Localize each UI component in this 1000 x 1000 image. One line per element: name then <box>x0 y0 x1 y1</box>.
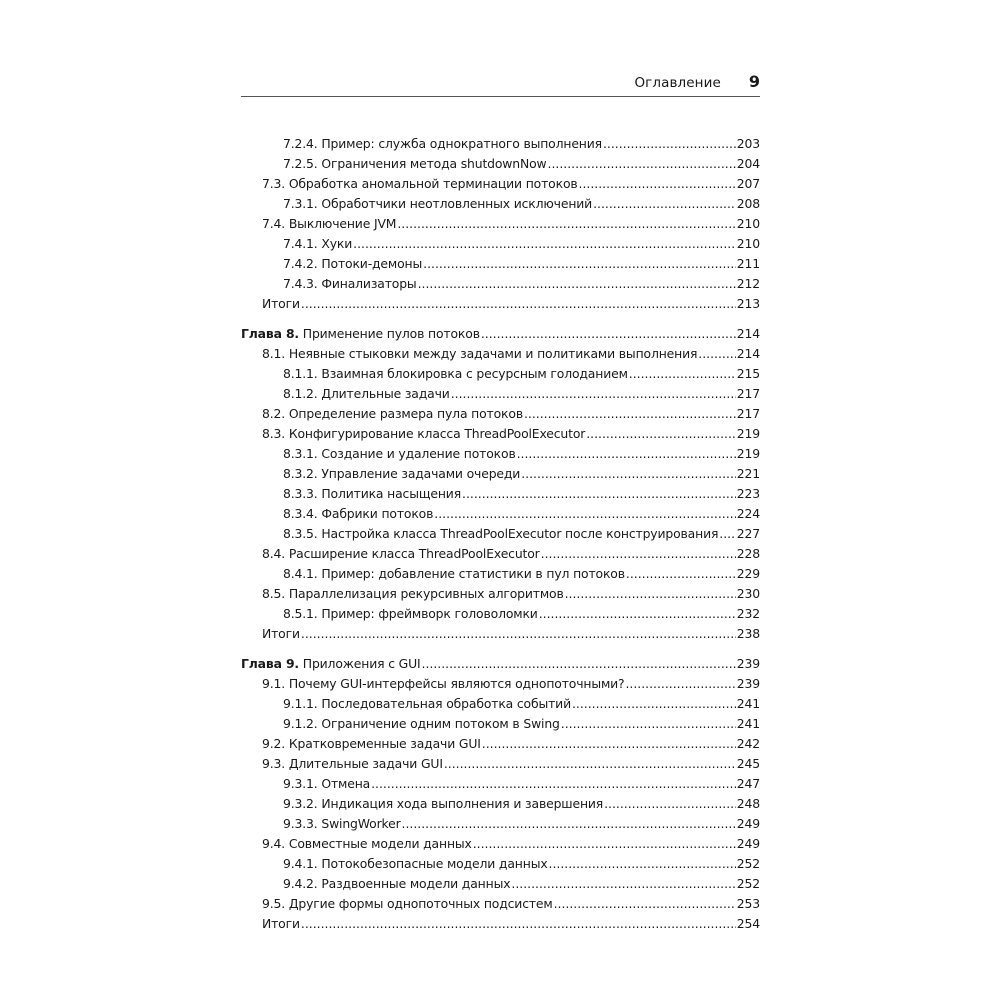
toc-entry-title <box>262 836 472 852</box>
toc-chapter-entry[interactable] <box>241 321 760 342</box>
toc-dot-leader <box>301 916 736 932</box>
toc-page-number: 217 <box>736 386 760 401</box>
toc-page-number: 207 <box>736 176 760 191</box>
toc-entry-text: 9.4.2. Раздвоенные модели данных <box>283 876 511 891</box>
toc-entry-title <box>262 756 443 772</box>
toc-entry-title <box>283 486 461 502</box>
toc-entry[interactable] <box>241 482 760 502</box>
toc-entry-text: 8.3.2. Управление задачами очереди <box>283 466 521 481</box>
toc-entry-title <box>283 526 718 542</box>
toc-dot-leader <box>524 406 736 422</box>
toc-entry[interactable] <box>241 132 760 152</box>
toc-entry-text: 9.1. Почему GUI-интерфейсы являются однопоточными? <box>262 676 625 691</box>
toc-entry-text: 9.3.3. SwingWorker <box>283 816 401 831</box>
toc-page-number: 221 <box>736 466 760 481</box>
toc-entry-text: 7.4. Выключение JVM <box>262 216 397 231</box>
toc-page-number: 227 <box>736 526 760 541</box>
toc-dot-leader <box>541 546 736 562</box>
toc-dot-leader <box>565 586 736 602</box>
toc-page-number: 224 <box>736 506 760 521</box>
toc-page-number: 213 <box>736 296 760 311</box>
toc-dot-leader <box>604 796 736 812</box>
toc-entry-text: 8.3.4. Фабрики потоков <box>283 506 434 521</box>
toc-dot-leader <box>554 896 736 912</box>
toc-entry-title <box>283 796 603 812</box>
toc-entry-title <box>283 386 450 402</box>
toc-entry-text: Применение пулов потоков <box>298 326 480 341</box>
toc-entry-title <box>262 296 300 312</box>
toc-page-number: 248 <box>736 796 760 811</box>
toc-entry[interactable] <box>241 622 760 642</box>
toc-entry-text: 8.1.1. Взаимная блокировка с ресурсным голоданием <box>283 366 628 381</box>
toc-gap <box>241 642 760 651</box>
toc-dot-leader <box>698 346 736 362</box>
toc-entry-text: 9.1.1. Последовательная обработка событий <box>283 696 571 711</box>
toc-entry[interactable] <box>241 832 760 852</box>
toc-entry[interactable] <box>241 892 760 912</box>
toc-entry-text: 8.3. Конфигурирование класса ThreadPoolExecutor <box>262 426 586 441</box>
toc-entry[interactable] <box>241 382 760 402</box>
toc-dot-leader <box>517 446 736 462</box>
toc-page-number: 217 <box>736 406 760 421</box>
toc-page-number: 230 <box>736 586 760 601</box>
toc-entry-text: 7.4.1. Хуки <box>283 236 353 251</box>
toc-entry-title <box>262 586 564 602</box>
toc-page-number: 223 <box>736 486 760 501</box>
toc-entry[interactable] <box>241 912 760 932</box>
running-head-section-title: Оглавление <box>634 75 721 91</box>
toc-dot-leader <box>451 386 736 402</box>
toc-dot-leader <box>719 526 736 542</box>
toc-page-number: 238 <box>736 626 760 641</box>
toc-dot-leader <box>301 626 736 642</box>
toc-dot-leader <box>629 366 736 382</box>
toc-entry-text: 7.3.1. Обработчики неотловленных исключений <box>283 196 593 211</box>
toc-entry[interactable] <box>241 522 760 542</box>
toc-chapter-label: Глава 9. <box>241 656 299 671</box>
toc-dot-leader <box>444 756 736 772</box>
toc-entry-title <box>283 446 516 462</box>
toc-entry-text: 8.1. Неявные стыковки между задачами и политиками выполнения <box>262 346 698 361</box>
toc-entry[interactable] <box>241 602 760 622</box>
toc-page-number: 241 <box>736 716 760 731</box>
toc-entry[interactable] <box>241 232 760 252</box>
toc-page-number: 247 <box>736 776 760 791</box>
toc-dot-leader <box>397 216 735 232</box>
toc-dot-leader <box>482 736 736 752</box>
toc-entry[interactable] <box>241 192 760 212</box>
toc-entry[interactable] <box>241 502 760 522</box>
toc-entry-text: Приложения с GUI <box>298 656 421 671</box>
toc-dot-leader <box>548 156 736 172</box>
toc-entry[interactable] <box>241 812 760 832</box>
toc-dot-leader <box>371 776 736 792</box>
toc-entry-title <box>283 156 547 172</box>
toc-page-number: 239 <box>736 656 760 671</box>
toc-entry-text: 7.2.5. Ограничения метода shutdownNow <box>283 156 547 171</box>
toc-dot-leader <box>402 816 736 832</box>
toc-entry-text: 8.3.3. Политика насыщения <box>283 486 462 501</box>
toc-entry-text: 9.4.1. Потокобезопасные модели данных <box>283 856 548 871</box>
toc-entry[interactable] <box>241 252 760 272</box>
toc-entry[interactable] <box>241 752 760 772</box>
toc-entry[interactable] <box>241 422 760 442</box>
toc-dot-leader <box>511 876 735 892</box>
toc-entry-title <box>241 656 421 672</box>
toc-entry-title <box>283 876 510 892</box>
toc-entry[interactable] <box>241 342 760 362</box>
toc-entry[interactable] <box>241 442 760 462</box>
toc-entry[interactable] <box>241 212 760 232</box>
toc-entry[interactable] <box>241 542 760 562</box>
toc-entry-title <box>283 366 628 382</box>
toc-entry[interactable] <box>241 152 760 172</box>
header-rule <box>241 96 760 97</box>
toc-entry[interactable] <box>241 362 760 382</box>
toc-entry-text: 9.1.2. Ограничение одним потоком в Swing <box>283 716 560 731</box>
toc-dot-leader <box>434 506 736 522</box>
toc-chapter-label: Глава 8. <box>241 326 299 341</box>
toc-entry-text: 8.3.5. Настройка класса ThreadPoolExecutor после конструирования <box>283 526 719 541</box>
toc-dot-leader <box>572 696 736 712</box>
toc-chapter-entry[interactable] <box>241 651 760 672</box>
toc-entry-text: 8.3.1. Создание и удаление потоков <box>283 446 516 461</box>
toc-page-number: 212 <box>736 276 760 291</box>
toc-dot-leader <box>579 176 736 192</box>
toc-page-number: 210 <box>736 236 760 251</box>
toc-entry-title <box>241 326 480 342</box>
toc-entry[interactable] <box>241 772 760 792</box>
toc-entry[interactable] <box>241 582 760 602</box>
toc-entry-text: 8.2. Определение размера пула потоков <box>262 406 523 421</box>
toc-entry-text: 9.4. Совместные модели данных <box>262 836 472 851</box>
toc-dot-leader <box>481 326 736 342</box>
toc-entry-title <box>262 426 585 442</box>
toc-entry-title <box>283 276 417 292</box>
toc-entry-text: 8.4.1. Пример: добавление статистики в пул потоков <box>283 566 625 581</box>
toc-page-number: 242 <box>736 736 760 751</box>
toc-page-number: 228 <box>736 546 760 561</box>
toc-entry-text: 8.4. Расширение класса ThreadPoolExecutor <box>262 546 540 561</box>
toc-dot-leader <box>539 606 736 622</box>
toc-page-number: 210 <box>736 216 760 231</box>
toc-entry-text: 9.2. Кратковременные задачи GUI <box>262 736 481 751</box>
toc-entry-title <box>283 136 602 152</box>
toc-entry[interactable] <box>241 292 760 312</box>
toc-dot-leader <box>561 716 736 732</box>
toc-dot-leader <box>473 836 736 852</box>
toc-page-number: 229 <box>736 566 760 581</box>
toc-dot-leader <box>586 426 736 442</box>
book-page <box>241 0 760 1000</box>
toc-dot-leader <box>603 136 736 152</box>
toc-entry[interactable] <box>241 562 760 582</box>
toc-entry-text: 7.4.2. Потоки-демоны <box>283 256 423 271</box>
toc-entry-title <box>283 696 571 712</box>
toc-entry-title <box>262 676 624 692</box>
toc-entry-title <box>283 466 520 482</box>
toc-dot-leader <box>353 236 736 252</box>
toc-page-number: 241 <box>736 696 760 711</box>
toc-entry-title <box>262 406 523 422</box>
toc-page-number: 214 <box>736 326 760 341</box>
toc-page-number: 219 <box>736 446 760 461</box>
toc-page-number: 252 <box>736 876 760 891</box>
toc-entry-title <box>262 546 540 562</box>
toc-entry[interactable] <box>241 172 760 192</box>
toc-entry-text: Итоги <box>262 916 300 931</box>
toc-entry-title <box>283 816 401 832</box>
toc-dot-leader <box>626 566 736 582</box>
toc-entry-title <box>283 856 548 872</box>
toc-dot-leader <box>418 276 736 292</box>
toc-entry[interactable] <box>241 672 760 692</box>
toc-entry[interactable] <box>241 462 760 482</box>
toc-entry-title <box>283 776 370 792</box>
toc-entry-text: Итоги <box>262 626 300 641</box>
toc-entry-text: 8.5. Параллелизация рекурсивных алгоритмов <box>262 586 564 601</box>
toc-entry-title <box>262 176 578 192</box>
toc-page-number: 211 <box>736 256 760 271</box>
toc-page-number: 249 <box>736 836 760 851</box>
toc-entry[interactable] <box>241 872 760 892</box>
toc-page-number: 253 <box>736 896 760 911</box>
toc-page-number: 254 <box>736 916 760 931</box>
toc-entry-title <box>262 216 396 232</box>
toc-entry-text: 7.2.4. Пример: служба однократного выполнения <box>283 136 602 151</box>
toc-dot-leader <box>521 466 736 482</box>
toc-page-number: 204 <box>736 156 760 171</box>
toc-entry-text: Итоги <box>262 296 300 311</box>
toc-entry-title <box>283 606 538 622</box>
toc-entry[interactable] <box>241 402 760 422</box>
toc-entry-text: 9.3. Длительные задачи GUI <box>262 756 443 771</box>
toc-dot-leader <box>462 486 736 502</box>
toc-entry-title <box>283 236 352 252</box>
toc-page-number: 239 <box>736 676 760 691</box>
toc-dot-leader <box>422 656 736 672</box>
toc-gap <box>241 312 760 321</box>
toc-page-number: 203 <box>736 136 760 151</box>
toc-page-number: 208 <box>736 196 760 211</box>
toc-entry[interactable] <box>241 732 760 752</box>
toc-page-number: 219 <box>736 426 760 441</box>
toc-entry-title <box>262 626 300 642</box>
toc-page-number: 214 <box>736 346 760 361</box>
toc-entry[interactable] <box>241 692 760 712</box>
toc-dot-leader <box>423 256 736 272</box>
toc-entry-text: 8.5.1. Пример: фреймворк головоломки <box>283 606 538 621</box>
toc-page-number: 249 <box>736 816 760 831</box>
toc-entry-title <box>262 896 553 912</box>
toc-entry-text: 7.4.3. Финализаторы <box>283 276 417 291</box>
toc-entry[interactable] <box>241 792 760 812</box>
toc-entry-text: 9.3.2. Индикация хода выполнения и завершения <box>283 796 604 811</box>
toc-entry-title <box>262 736 481 752</box>
toc-page-number: 252 <box>736 856 760 871</box>
running-head <box>634 72 760 96</box>
toc-entry-title <box>283 716 560 732</box>
toc-entry[interactable] <box>241 712 760 732</box>
toc-dot-leader <box>625 676 735 692</box>
table-of-contents <box>241 132 760 932</box>
toc-entry-text: 8.1.2. Длительные задачи <box>283 386 450 401</box>
toc-entry[interactable] <box>241 852 760 872</box>
toc-dot-leader <box>593 196 736 212</box>
toc-entry-text: 7.3. Обработка аномальной терминации потоков <box>262 176 578 191</box>
toc-entry-title <box>283 506 433 522</box>
toc-entry-title <box>283 566 625 582</box>
toc-entry[interactable] <box>241 272 760 292</box>
toc-entry-title <box>283 256 422 272</box>
toc-entry-title <box>262 346 697 362</box>
page-number: 9 <box>748 72 760 91</box>
toc-page-number: 215 <box>736 366 760 381</box>
toc-dot-leader <box>549 856 736 872</box>
toc-entry-text: 9.5. Другие формы однопоточных подсистем <box>262 896 553 911</box>
toc-page-number: 232 <box>736 606 760 621</box>
toc-entry-text: 9.3.1. Отмена <box>283 776 371 791</box>
toc-entry-title <box>262 916 300 932</box>
toc-dot-leader <box>301 296 736 312</box>
toc-page-number: 245 <box>736 756 760 771</box>
toc-entry-title <box>283 196 592 212</box>
